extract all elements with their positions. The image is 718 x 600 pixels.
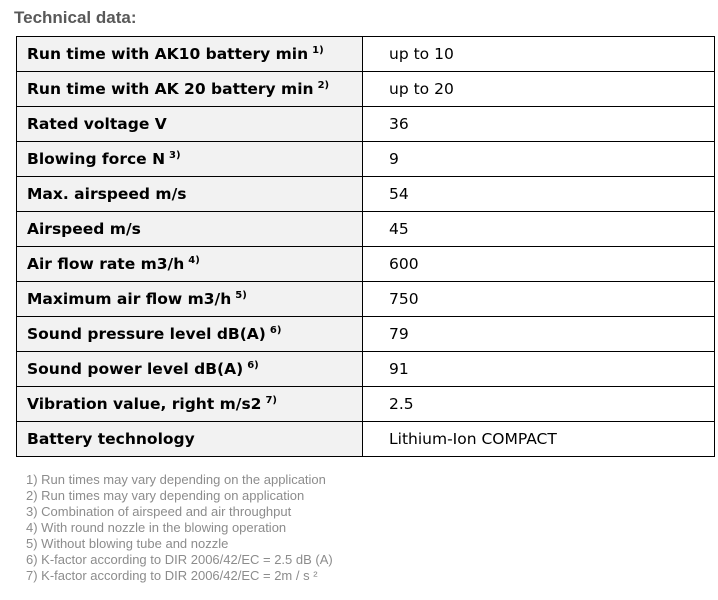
page-title: Technical data: (14, 8, 137, 27)
row-label-cell (17, 387, 363, 422)
row-label: Run time with AK10 battery min (27, 45, 309, 63)
footnote: 2) Run times may vary depending on application (26, 488, 305, 503)
row-value: 600 (363, 247, 715, 282)
table-row (17, 282, 715, 317)
row-label-cell (17, 107, 363, 142)
row-value: 36 (363, 107, 715, 142)
table-row (17, 142, 715, 177)
table-row (17, 317, 715, 352)
footnote-ref: 6) (247, 360, 259, 371)
footnote: 7) K-factor according to DIR 2006/42/EC = 2m / s ² (26, 568, 318, 583)
footnote-ref: 4) (188, 255, 200, 266)
row-label: Rated voltage V (27, 115, 167, 133)
footnotes (26, 472, 333, 584)
footnote: 4) With round nozzle in the blowing operation (26, 520, 287, 535)
row-label: Blowing force N (27, 150, 166, 168)
table-row (17, 72, 715, 107)
row-label: Vibration value, right m/s2 (27, 395, 262, 413)
row-value: 79 (363, 317, 715, 352)
footnote: 6) K-factor according to DIR 2006/42/EC = 2.5 dB (A) (26, 552, 333, 567)
footnote-ref: 2) (317, 80, 330, 91)
footnote: 1) Run times may vary depending on the application (26, 472, 326, 487)
row-value: up to 10 (363, 37, 715, 72)
footnote: 3) Combination of airspeed and air throughput (26, 504, 292, 519)
row-value: up to 20 (363, 72, 715, 107)
row-value: Lithium-Ion COMPACT (363, 422, 715, 457)
row-value: 2.5 (363, 387, 715, 422)
table-row (17, 422, 715, 457)
row-label-cell (17, 352, 363, 387)
row-label-cell (17, 422, 363, 457)
row-label-cell (17, 317, 363, 352)
row-label-cell (17, 37, 363, 72)
table-row (17, 387, 715, 422)
table-row (17, 37, 715, 72)
row-label-cell (17, 142, 363, 177)
footnote: 5) Without blowing tube and nozzle (26, 536, 229, 551)
row-label-cell (17, 72, 363, 107)
row-label: Maximum air flow m3/h (27, 290, 232, 308)
row-label: Sound power level dB(A) (27, 360, 244, 378)
row-label: Max. airspeed m/s (27, 185, 187, 203)
row-label: Battery technology (27, 430, 195, 448)
row-label: Air flow rate m3/h (27, 255, 185, 273)
footnote-ref: 3) (169, 150, 181, 161)
row-value: 45 (363, 212, 715, 247)
row-label-cell (17, 247, 363, 282)
footnote-ref: 5) (235, 290, 247, 301)
footnote-ref: 7) (265, 395, 277, 406)
technical-data-table (16, 36, 715, 457)
row-label-cell (17, 212, 363, 247)
footnote-ref: 6) (269, 325, 282, 336)
table-row (17, 212, 715, 247)
row-label-cell (17, 177, 363, 212)
table-row (17, 247, 715, 282)
row-value: 91 (363, 352, 715, 387)
row-label: Sound pressure level dB(A) (27, 325, 266, 343)
row-value: 750 (363, 282, 715, 317)
row-value: 54 (363, 177, 715, 212)
table-row (17, 177, 715, 212)
row-label: Airspeed m/s (27, 220, 141, 238)
row-value: 9 (363, 142, 715, 177)
table-row (17, 107, 715, 142)
table-row (17, 352, 715, 387)
row-label-cell (17, 282, 363, 317)
footnote-ref: 1) (312, 45, 324, 56)
row-label: Run time with AK 20 battery min (27, 80, 314, 98)
